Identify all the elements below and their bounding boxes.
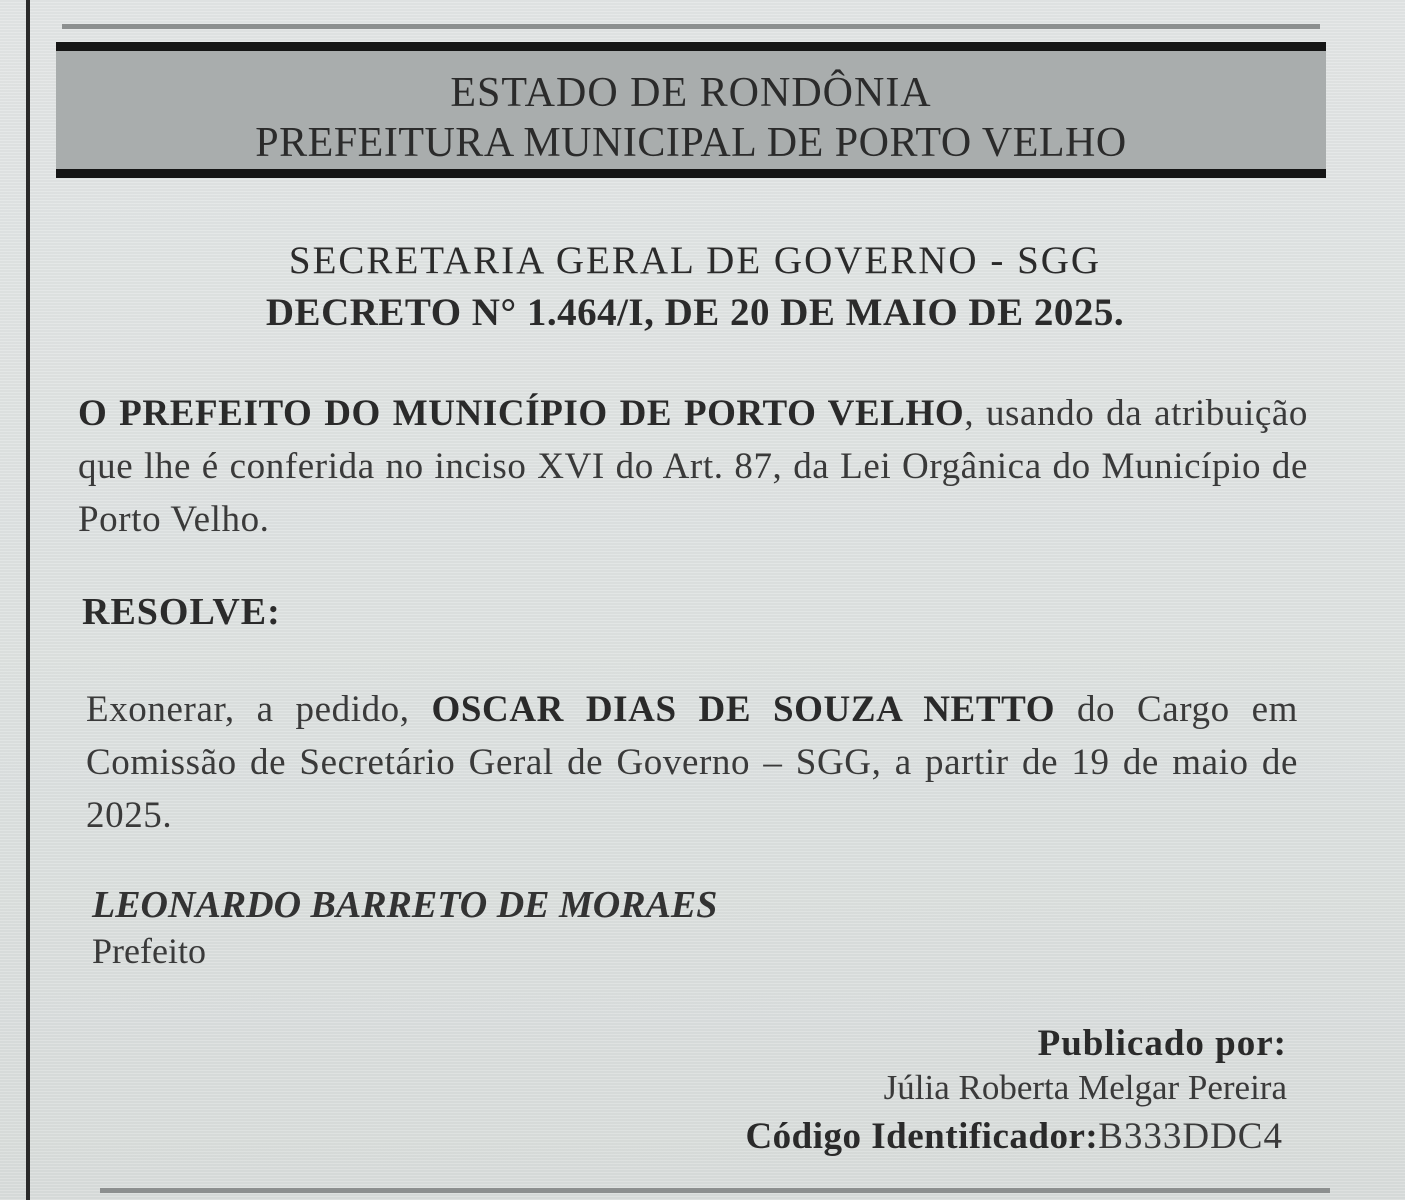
signer-role: Prefeito xyxy=(92,931,206,971)
publisher-name: Júlia Roberta Melgar Pereira xyxy=(883,1068,1287,1107)
state-name: ESTADO DE RONDÔNIA xyxy=(450,70,932,116)
preamble-text: , usando da atribuição que lhe é conferida no inciso XVI do Art. 87, da Lei Orgânica do Município de Porto Velho. xyxy=(78,393,1309,540)
department-title: SECRETARIA GERAL DE GOVERNO - SGG xyxy=(288,239,1102,282)
action-text: do Cargo em Comissão de Secretário Geral de Governo – SGG, a partir de 19 de maio de 2025. xyxy=(86,689,1299,836)
preamble-bold: O PREFEITO DO MUNICÍPIO DE PORTO VELHO xyxy=(78,393,965,434)
published-by-label: Publicado por: xyxy=(1037,1023,1287,1064)
prefecture-name: PREFEITURA MUNICIPAL DE PORTO VELHO xyxy=(255,120,1127,166)
top-divider xyxy=(62,24,1320,29)
identifier-code-line xyxy=(745,1115,1283,1158)
action-start: Exonerar, a pedido, xyxy=(86,689,432,730)
left-border-rule xyxy=(26,0,30,1200)
action-paragraph xyxy=(86,683,1298,842)
decree-title: DECRETO N° 1.464/I, DE 20 DE MAIO DE 2025. xyxy=(265,291,1125,334)
identifier-code-value: B333DDC4 xyxy=(1098,1116,1283,1157)
header-band xyxy=(56,42,1326,178)
exonerated-name: OSCAR DIAS DE SOUZA NETTO xyxy=(431,689,1056,730)
identifier-code-label: Código Identificador: xyxy=(745,1116,1099,1157)
signer-name: LEONARDO BARRETO DE MORAES xyxy=(92,884,718,926)
resolve-heading: RESOLVE: xyxy=(82,591,281,633)
bottom-divider xyxy=(100,1188,1330,1193)
preamble-paragraph xyxy=(78,387,1308,546)
